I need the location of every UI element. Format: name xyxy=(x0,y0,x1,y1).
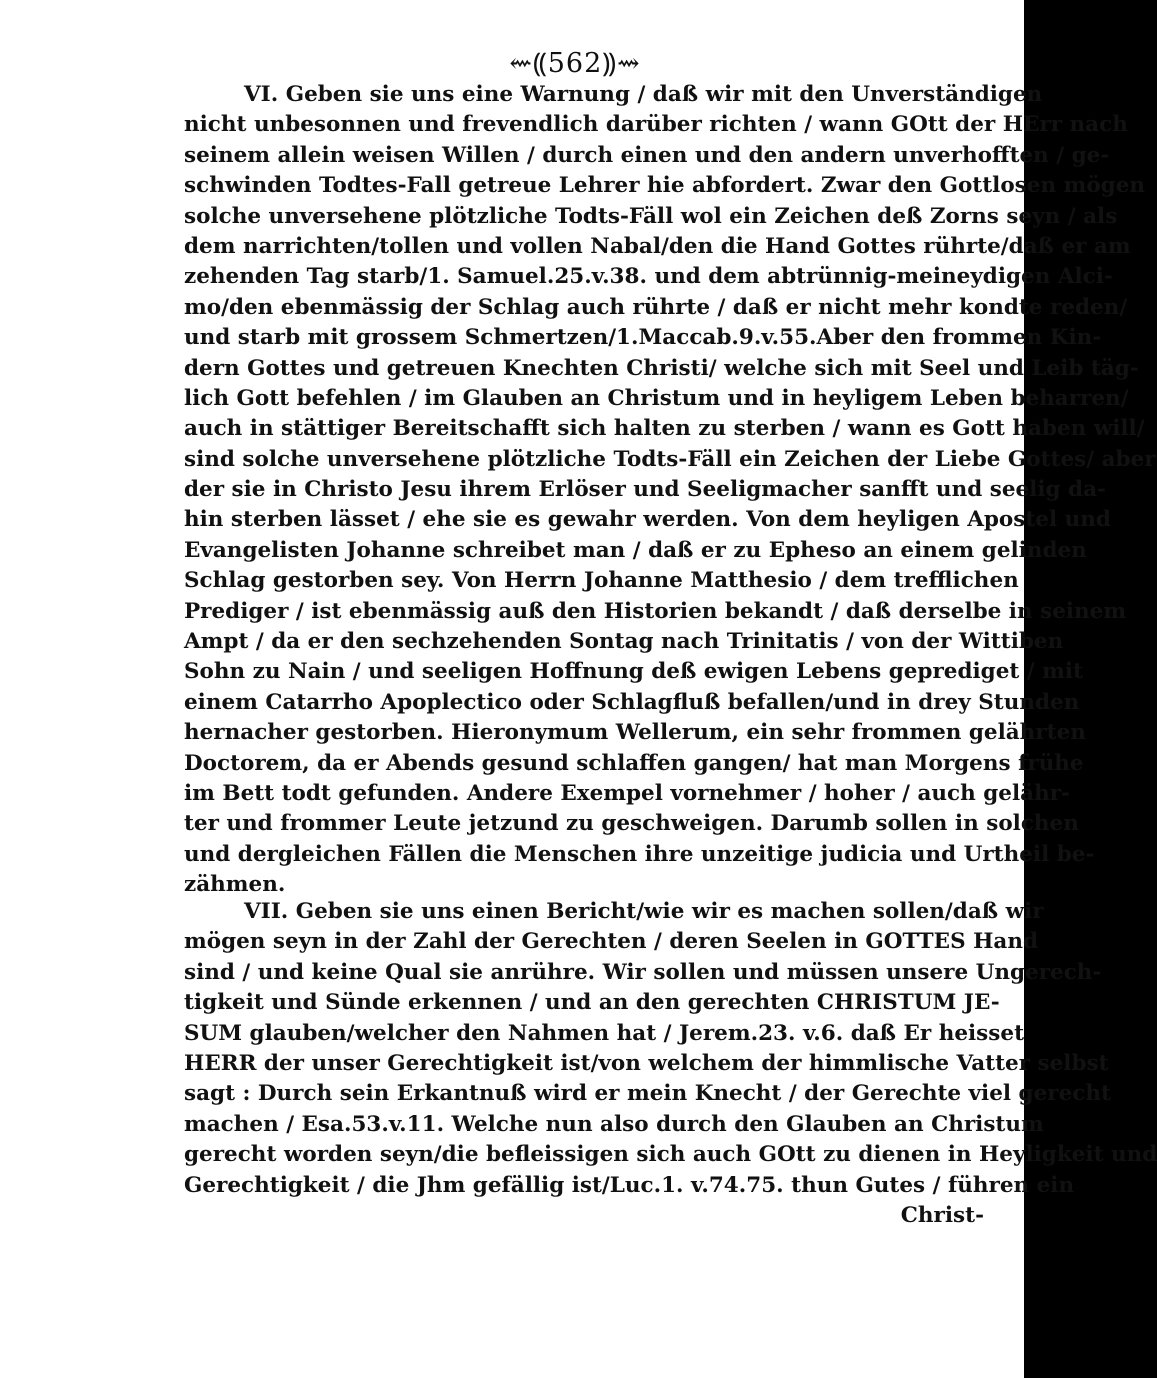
text-line: Evangelisten Johanne schreibet man / daß er zu Epheso an einem gelinden xyxy=(184,537,1087,563)
paragraph-vii xyxy=(184,897,1157,1231)
text-line: hernacher gestorben. Hieronymum Wellerum, ein sehr frommen gelährten xyxy=(184,720,1086,746)
text-line: gerecht worden seyn/die befleissigen sich auch GOtt zu dienen in Heyligkeit und xyxy=(184,1142,1157,1168)
text-line: sind / und keine Qual sie anrühre. Wir sollen und müssen unsere Ungerech- xyxy=(184,959,1102,985)
text-line: der sie in Christo Jesu ihrem Erlöser und Seeligmacher sanfft und seelig da- xyxy=(184,477,1106,503)
scan-margin xyxy=(0,0,18,1378)
text-line: zehenden Tag starb/1. Samuel.25.v.38. und dem abtrünnig-meineydigen Alci- xyxy=(184,264,1113,290)
text-line: einem Catarrho Apoplectico oder Schlagfluß befallen/und in drey Stunden xyxy=(184,689,1080,715)
text-line: lich Gott befehlen / im Glauben an Christum und in heyligem Leben beharren/ xyxy=(184,385,1129,411)
text-line: Schlag gestorben sey. Von Herrn Johanne Matthesio / dem trefflichen xyxy=(184,568,1019,594)
text-line: Ampt / da er den sechzehenden Sontag nach Trinitatis / von der Wittiben xyxy=(184,629,1064,655)
text-line: mögen seyn in der Zahl der Gerechten / deren Seelen in GOTTES Hand xyxy=(184,929,1038,955)
catchword: Christ- xyxy=(900,1202,984,1228)
text-line: zähmen. xyxy=(184,872,286,898)
text-line: seinem allein weisen Willen / durch einen und den andern unverhofften / ge- xyxy=(184,142,1110,168)
text-line: machen / Esa.53.v.11. Welche nun also durch den Glauben an Christum xyxy=(184,1111,1044,1137)
text-line: ter und frommer Leute jetzund zu geschweigen. Darumb sollen in solchen xyxy=(184,811,1079,837)
text-line: sind solche unversehene plötzliche Todts-Fäll ein Zeichen der Liebe Gottes/ aber xyxy=(184,446,1156,472)
text-line: sagt : Durch sein Erkantnuß wird er mein Knecht / der Gerechte viel gerecht xyxy=(184,1081,1111,1107)
text-line: VI. Geben sie uns eine Warnung / daß wir mit den Unverständigen xyxy=(244,82,1043,107)
text-line: nicht unbesonnen und frevendlich darüber richten / wann GOtt der HErr nach xyxy=(184,112,1128,138)
text-line: tigkeit und Sünde erkennen / und an den gerechten CHRISTUM JE- xyxy=(184,990,1000,1016)
text-line: und dergleichen Fällen die Menschen ihre unzeitige judicia und Urtheil be- xyxy=(184,841,1095,867)
text-line: dern Gottes und getreuen Knechten Christi/ welche sich mit Seel und Leib täg- xyxy=(184,355,1139,381)
text-line: im Bett todt gefunden. Andere Exempel vornehmer / hoher / auch gelähr- xyxy=(184,780,1070,806)
text-line: dem narrichten/tollen und vollen Nabal/den die Hand Gottes rührte/daß er am xyxy=(184,233,1131,259)
text-line: Gerechtigkeit / die Jhm gefällig ist/Luc.1. v.74.75. thun Gutes / führen ein xyxy=(184,1172,1075,1198)
text-line: hin sterben lässet / ehe sie es gewahr werden. Von dem heyligen Apostel und xyxy=(184,507,1111,533)
paragraph-vi xyxy=(184,80,1156,901)
page-number-header: ⇜⸨562⸩⇝ xyxy=(509,48,641,79)
text-line: solche unversehene plötzliche Todts-Fäll wol ein Zeichen deß Zorns seyn / als xyxy=(184,203,1118,229)
text-line: Prediger / ist ebenmässig auß den Historien bekandt / daß derselbe in seinem xyxy=(184,598,1127,624)
text-line: auch in stättiger Bereitschafft sich halten zu sterben / wann es Gott haben will/ xyxy=(184,416,1145,442)
text-line: mo/den ebenmässig der Schlag auch rührte / daß er nicht mehr kondte reden/ xyxy=(184,294,1128,320)
text-line: VII. Geben sie uns einen Bericht/wie wir es machen sollen/daß wir xyxy=(244,899,1044,924)
text-line: schwinden Todtes-Fall getreue Lehrer hie abfordert. Zwar den Gottlosen mögen xyxy=(184,173,1146,199)
text-line: SUM glauben/welcher den Nahmen hat / Jerem.23. v.6. daß Er heisset xyxy=(184,1020,1025,1046)
text-line: Doctorem, da er Abends gesund schlaffen gangen/ hat man Morgens frühe xyxy=(184,750,1084,776)
text-line: und starb mit grossem Schmertzen/1.Maccab.9.v.55.Aber den frommen Kin- xyxy=(184,325,1102,351)
text-line: Sohn zu Nain / und seeligen Hoffnung deß ewigen Lebens geprediget / mit xyxy=(184,659,1083,685)
text-line: HERR der unser Gerechtigkeit ist/von welchem der himmlische Vatter selbst xyxy=(184,1050,1109,1076)
